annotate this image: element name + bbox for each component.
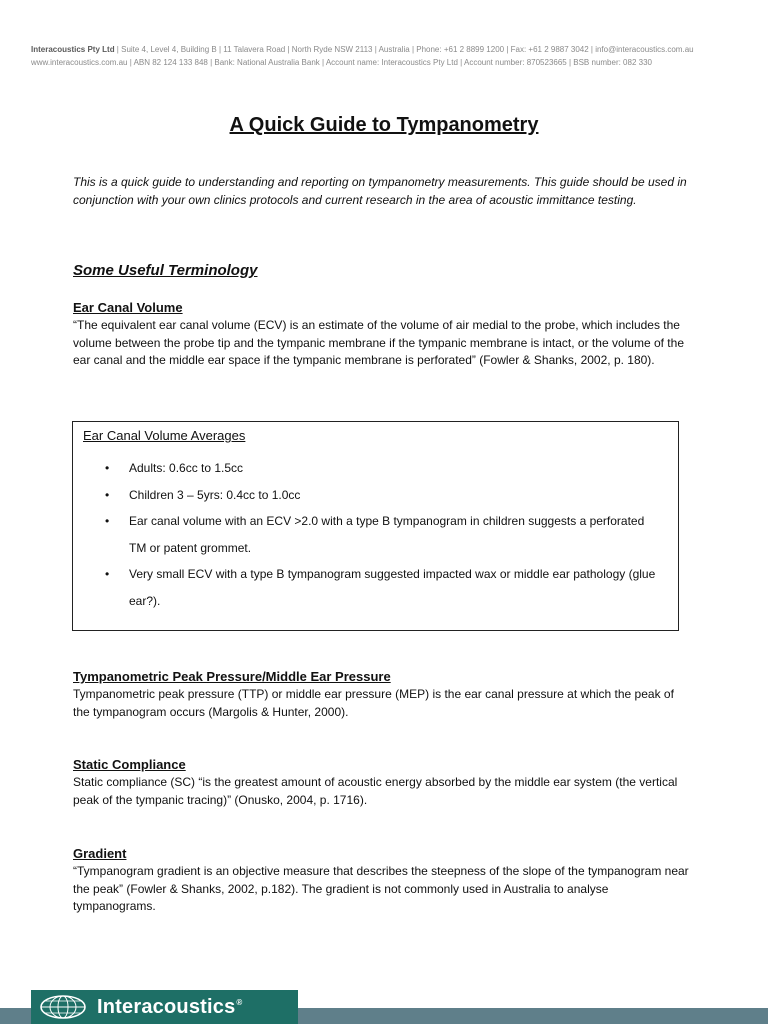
letterhead-company: Interacoustics Pty Ltd	[31, 45, 115, 54]
section-heading: Some Useful Terminology	[73, 262, 258, 279]
averages-list	[73, 455, 663, 614]
footer-brand	[97, 996, 243, 1019]
bullet-icon: •	[105, 567, 110, 581]
letterhead-line-1	[31, 43, 751, 56]
page-title: A Quick Guide to Tympanometry	[229, 114, 539, 136]
letterhead-line-2: www.interacoustics.com.au | ABN 82 124 133 848 | Bank: National Australia Bank | Account name: Interacoustics Pty Ltd | Account number: 870523665 | BSB number: 082 330	[31, 58, 652, 67]
ear-canal-volume-section	[73, 299, 693, 370]
averages-box	[72, 421, 679, 631]
registered-mark: ®	[236, 997, 243, 1007]
list-item-text: Ear canal volume with an ECV >2.0 with a type B tympanogram in children suggests a perforated TM or patent grommet.	[129, 514, 645, 555]
list-item	[73, 455, 663, 482]
globe-icon	[39, 994, 87, 1020]
list-item	[73, 561, 663, 614]
letterhead	[31, 43, 751, 69]
brand-name: Interacoustics	[97, 995, 236, 1018]
gradient-section	[73, 845, 693, 916]
ear-canal-volume-text: “The equivalent ear canal volume (ECV) is an estimate of the volume of air medial to the probe, which includes the volume between the probe tip and the tympanic membrane if the tympanic membrane is intact, or the volume of the ear canal and the middle ear space if the tympanic membrane is perforated” (Fowler & Shanks, 2002, p. 180).	[73, 318, 684, 367]
peak-pressure-section	[73, 668, 693, 721]
bullet-icon: •	[105, 461, 110, 475]
intro-paragraph: This is a quick guide to understanding and reporting on tympanometry measurements. This guide should be used in conjunction with your own clinics protocols and current research in the area of acoustic immittance testing.	[73, 175, 687, 207]
letterhead-address: | Suite 4, Level 4, Building B | 11 Talavera Road | North Ryde NSW 2113 | Australia | Phone: +61 2 8899 1200 | Fax: +61 2 9887 3042 | info@interacoustics.com.au	[114, 45, 694, 54]
ear-canal-volume-heading: Ear Canal Volume	[73, 300, 183, 315]
static-compliance-heading: Static Compliance	[73, 757, 186, 772]
averages-box-title: Ear Canal Volume Averages	[83, 428, 246, 443]
peak-pressure-heading: Tympanometric Peak Pressure/Middle Ear Pressure	[73, 669, 391, 684]
static-compliance-text: Static compliance (SC) “is the greatest amount of acoustic energy absorbed by the middle ear system (the vertical peak of the tympanic tracing)” (Onusko, 2004, p. 1716).	[73, 775, 678, 807]
list-item-text: Children 3 – 5yrs: 0.4cc to 1.0cc	[129, 487, 301, 502]
list-item	[73, 508, 663, 561]
gradient-heading: Gradient	[73, 846, 127, 861]
bullet-icon: •	[105, 487, 110, 502]
footer-logo	[31, 990, 298, 1024]
static-compliance-section	[73, 756, 693, 809]
peak-pressure-text: Tympanometric peak pressure (TTP) or middle ear pressure (MEP) is the ear canal pressure at which the peak of the tympanogram occurs (Margolis & Hunter, 2000).	[73, 687, 674, 719]
gradient-text: “Tympanogram gradient is an objective measure that describes the steepness of the slope of the tympanogram near the peak” (Fowler & Shanks, 2002, p.182). The gradient is not commonly used in Australia to analyse tympanograms.	[73, 864, 689, 913]
list-item-text: Very small ECV with a type B tympanogram suggested impacted wax or middle ear pathology (glue ear?).	[129, 567, 656, 608]
list-item-text: Adults: 0.6cc to 1.5cc	[129, 461, 244, 475]
list-item	[73, 482, 663, 509]
bullet-icon: •	[105, 514, 110, 528]
